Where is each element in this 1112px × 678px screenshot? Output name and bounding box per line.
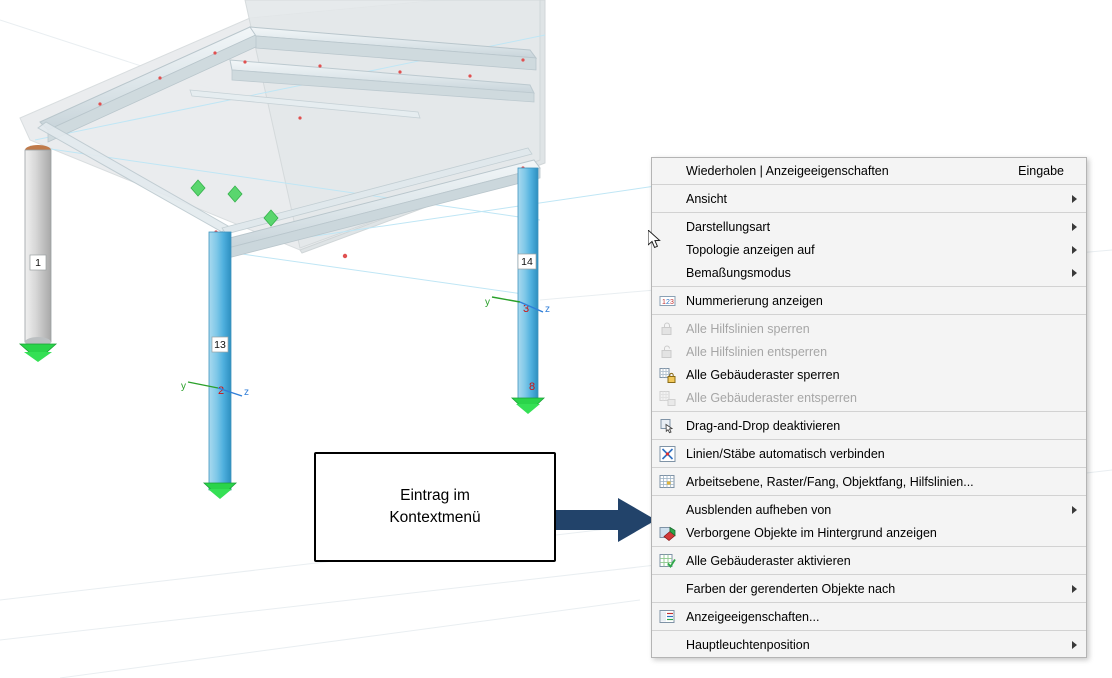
callout-line-1: Eintrag im: [400, 486, 470, 504]
menu-separator: [652, 546, 1086, 547]
lock-guideline-icon: [659, 320, 676, 337]
menu-item-label: Arbeitsebene, Raster/Fang, Objektfang, Hilfslinien...: [686, 474, 974, 489]
menu-item-farben-der-gerenderten-objekte-nach[interactable]: [652, 577, 1086, 600]
unlock-guideline-icon: [659, 343, 676, 360]
svg-text:1: 1: [35, 257, 41, 269]
menu-item-ausblenden-aufheben-von[interactable]: [652, 498, 1086, 521]
chevron-right-icon: [1072, 585, 1077, 593]
member-label-13: [212, 337, 228, 352]
menu-item-label: Anzeigeeigenschaften...: [686, 609, 820, 624]
menu-item-label: Alle Hilfslinien sperren: [686, 321, 810, 336]
svg-text:3: 3: [670, 298, 674, 306]
menu-item-label: Alle Gebäuderaster aktivieren: [686, 553, 851, 568]
column-member-1: [20, 145, 56, 362]
menu-item-label: Alle Gebäuderaster sperren: [686, 367, 840, 382]
column-member-2: [204, 232, 236, 499]
hidden-objects-icon: [659, 524, 676, 541]
svg-text:z: z: [545, 304, 550, 315]
menu-item-label: Verborgene Objekte im Hintergrund anzeigen: [686, 525, 937, 540]
menu-separator: [652, 495, 1086, 496]
chevron-right-icon: [1072, 506, 1077, 514]
member-label-1: [30, 255, 46, 270]
menu-item-label: Hauptleuchtenposition: [686, 637, 810, 652]
svg-text:1: 1: [662, 298, 666, 306]
menu-item-label: Ausblenden aufheben von: [686, 502, 832, 517]
menu-item-drag-and-drop-deaktivieren[interactable]: [652, 414, 1086, 437]
menu-separator: [652, 574, 1086, 575]
svg-text:2: 2: [666, 298, 670, 306]
unlock-grid-icon: [659, 389, 676, 406]
menu-item-label: Linien/Stäbe automatisch verbinden: [686, 446, 885, 461]
menu-item-wiederholen[interactable]: [652, 159, 1086, 182]
member-number-8: 8: [529, 381, 536, 393]
menu-separator: [652, 602, 1086, 603]
mouse-cursor-icon: [648, 230, 662, 250]
menu-item-label: Darstellungsart: [686, 219, 771, 234]
context-menu[interactable]: [651, 157, 1087, 658]
menu-item-label: Ansicht: [686, 191, 727, 206]
menu-item-linien-staebe-automatisch-verbinden[interactable]: [652, 442, 1086, 465]
chevron-right-icon: [1072, 223, 1077, 231]
menu-separator: [652, 286, 1086, 287]
numbering-icon: [659, 292, 676, 309]
menu-item-label: Topologie anzeigen auf: [686, 242, 815, 257]
menu-item-alle-gebaeuderaster-entsperren: [652, 386, 1086, 409]
menu-separator: [652, 411, 1086, 412]
activate-grid-icon: [659, 552, 676, 569]
chevron-right-icon: [1072, 246, 1077, 254]
member-label-14: [518, 254, 536, 269]
menu-item-bemassungsmodus[interactable]: [652, 261, 1086, 284]
svg-text:13: 13: [214, 339, 226, 351]
menu-item-ansicht[interactable]: [652, 187, 1086, 210]
menu-item-label: Farben der gerenderten Objekte nach: [686, 581, 896, 596]
menu-item-label: Wiederholen | Anzeigeeigenschaften: [686, 163, 889, 178]
svg-text:z: z: [244, 387, 249, 398]
menu-item-label: Alle Gebäuderaster entsperren: [686, 390, 857, 405]
callout-box: [314, 452, 556, 562]
lock-grid-icon: [659, 366, 676, 383]
svg-text:14: 14: [521, 256, 533, 268]
display-properties-icon: [659, 608, 676, 625]
chevron-right-icon: [1072, 195, 1077, 203]
chevron-right-icon: [1072, 641, 1077, 649]
menu-item-alle-gebaeuderaster-sperren[interactable]: [652, 363, 1086, 386]
menu-item-label: Drag-and-Drop deaktivieren: [686, 418, 841, 433]
column-member-3: [512, 168, 544, 414]
menu-item-accel: Eingabe: [1018, 163, 1064, 178]
menu-item-anzeigeeigenschaften[interactable]: [652, 605, 1086, 628]
menu-item-darstellungsart[interactable]: [652, 215, 1086, 238]
menu-item-topologie-anzeigen-auf[interactable]: [652, 238, 1086, 261]
menu-item-hauptleuchtenposition[interactable]: [652, 633, 1086, 656]
menu-separator: [652, 439, 1086, 440]
svg-text:y: y: [485, 297, 490, 308]
workplane-grid-icon: [659, 473, 676, 490]
menu-item-verborgene-objekte-anzeigen[interactable]: [652, 521, 1086, 544]
menu-item-alle-hilfslinien-sperren: [652, 317, 1086, 340]
menu-separator: [652, 630, 1086, 631]
menu-item-alle-hilfslinien-entsperren: [652, 340, 1086, 363]
member-number-3: 3: [523, 303, 530, 315]
menu-separator: [652, 184, 1086, 185]
menu-separator: [652, 314, 1086, 315]
menu-item-alle-gebaeuderaster-aktivieren[interactable]: [652, 549, 1086, 572]
callout-arrow-icon: [556, 492, 660, 548]
menu-item-arbeitsebene-raster-fang[interactable]: [652, 470, 1086, 493]
drag-drop-icon: [659, 417, 676, 434]
chevron-right-icon: [1072, 269, 1077, 277]
menu-item-label: Alle Hilfslinien entsperren: [686, 344, 828, 359]
svg-text:y: y: [181, 381, 186, 392]
menu-separator: [652, 467, 1086, 468]
menu-item-label: Nummerierung anzeigen: [686, 293, 823, 308]
menu-separator: [652, 212, 1086, 213]
callout-line-2: Kontextmenü: [389, 509, 481, 526]
menu-item-nummerierung-anzeigen[interactable]: [652, 289, 1086, 312]
connect-lines-icon: [659, 445, 676, 462]
menu-item-label: Bemaßungsmodus: [686, 265, 791, 280]
member-number-2: 2: [218, 385, 225, 397]
